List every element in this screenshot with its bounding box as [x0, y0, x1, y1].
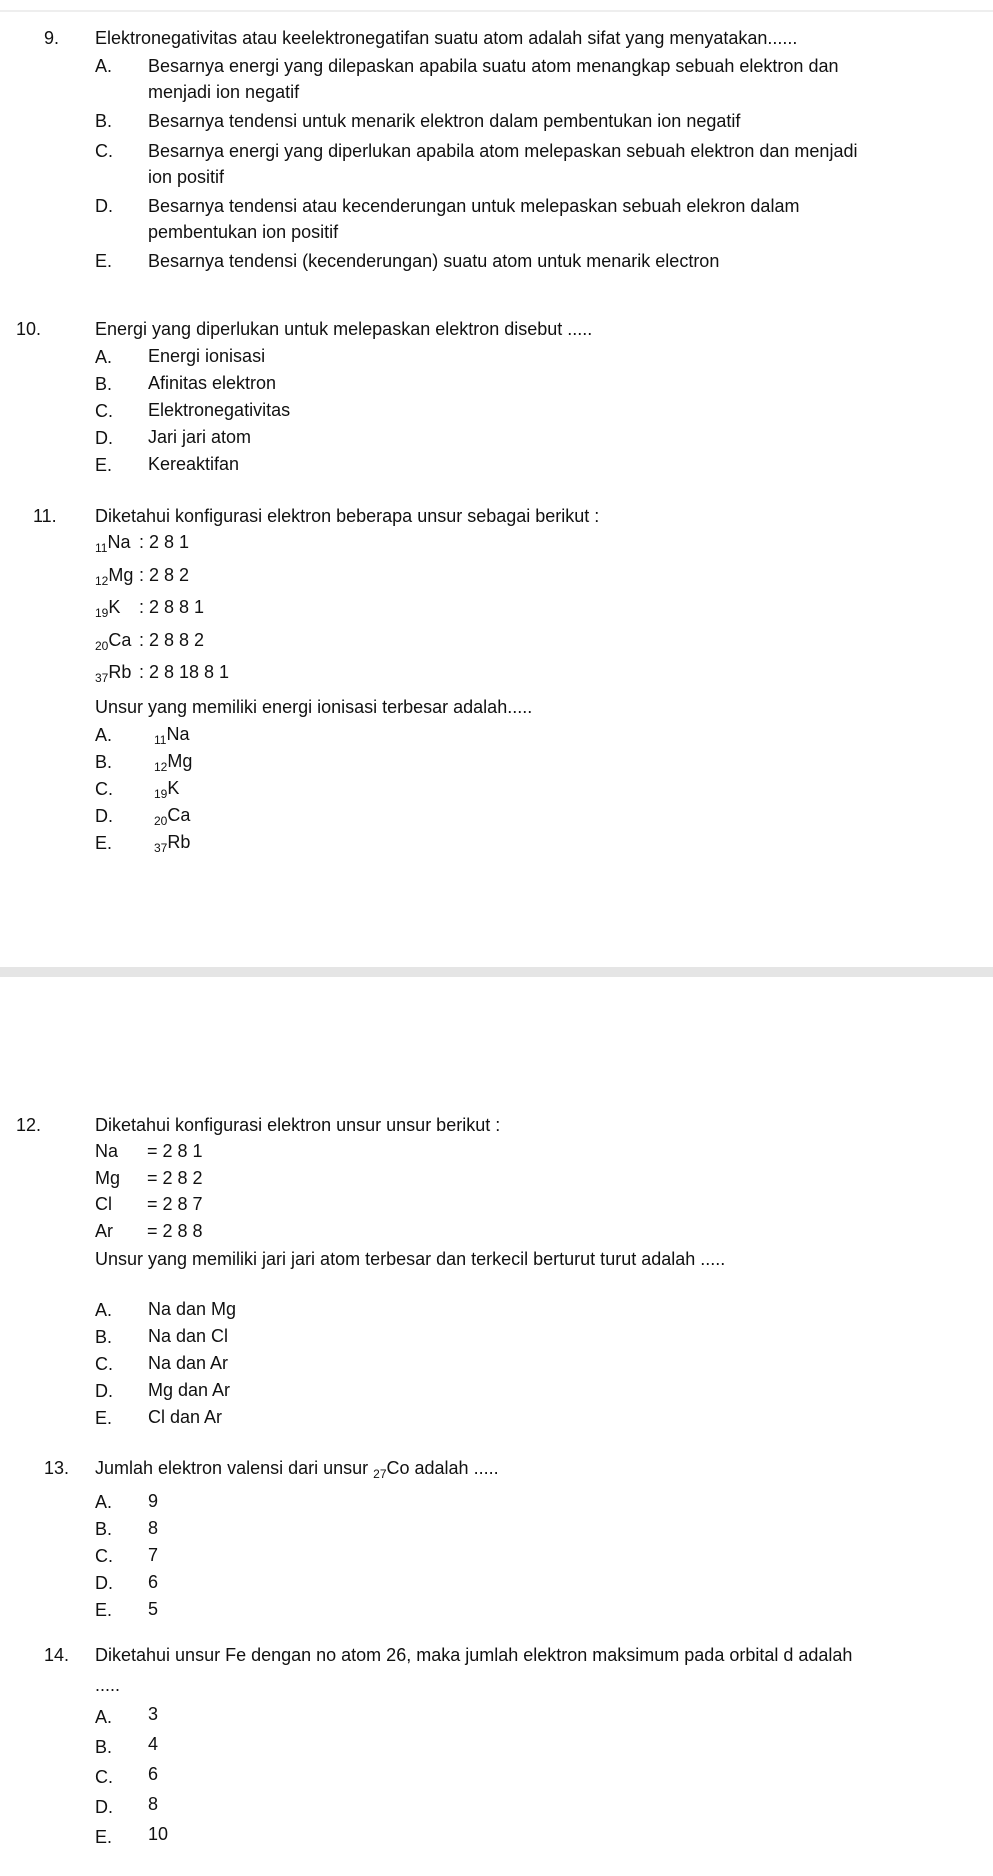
question-text: Energi yang diperlukan untuk melepaskan elektron disebut ..... [95, 319, 593, 339]
option-letter: D. [95, 1573, 113, 1593]
option-c[interactable] [95, 776, 993, 803]
atomic-number: 11 [154, 732, 167, 747]
config-value: = 2 8 8 [147, 1220, 203, 1241]
element-name: Rb [108, 662, 132, 682]
option-letter: E. [95, 455, 113, 475]
option-letter: B. [95, 111, 113, 131]
config-value: = 2 8 2 [147, 1167, 203, 1188]
element-symbol [95, 529, 139, 562]
question-10 [0, 316, 993, 479]
option-text: Na dan Cl [148, 1326, 229, 1346]
element-symbol [95, 594, 139, 627]
option-text: Elektronegativitas [148, 400, 291, 420]
option-b[interactable] [95, 108, 993, 135]
option-e[interactable] [95, 1597, 993, 1624]
option-letter: C. [95, 1546, 113, 1566]
option-text: 10 [148, 1824, 169, 1844]
element-name: K [167, 777, 180, 798]
option-e[interactable] [95, 1822, 993, 1852]
option-c[interactable] [95, 1762, 993, 1792]
question-text: Diketahui konfigurasi elektron beberapa unsur sebagai berikut : [95, 506, 600, 526]
option-text: Besarnya tendensi (kecenderungan) suatu atom untuk menarik electron [148, 251, 720, 271]
config-value: : 2 8 18 8 1 [139, 662, 230, 682]
option-letter: A. [95, 1492, 113, 1512]
option-letter: B. [95, 1519, 113, 1539]
option-letter: E. [95, 832, 113, 853]
option-a[interactable] [95, 1489, 993, 1516]
option-text: 6 [148, 1572, 159, 1592]
config-line [95, 1138, 993, 1165]
element-symbol [95, 627, 139, 660]
question-number: 9. [44, 28, 60, 48]
question-text-before: Jumlah elektron valensi dari unsur [95, 1458, 374, 1478]
element-symbol [95, 562, 139, 595]
atomic-number: 20 [154, 813, 168, 828]
question-11 [0, 503, 993, 857]
option-list [0, 1489, 993, 1624]
option-letter: B. [95, 374, 113, 394]
question-number: 12. [16, 1115, 42, 1135]
element-name: Ar [95, 1220, 113, 1241]
option-letter: D. [95, 428, 113, 448]
element-name: Na [166, 723, 190, 744]
option-list [0, 1702, 993, 1852]
option-text: Besarnya tendensi atau kecenderungan untuk melepaskan sebuah elekron dalam pembentukan ion positif [148, 196, 800, 242]
atomic-number: 37 [95, 671, 109, 685]
element-name: Mg [167, 750, 193, 771]
option-list [0, 344, 993, 479]
option-b[interactable] [95, 1732, 993, 1762]
config-value: : 2 8 8 1 [139, 597, 205, 617]
option-text: 4 [148, 1734, 159, 1754]
option-b[interactable] [95, 1516, 993, 1543]
option-text: 5 [148, 1599, 159, 1619]
element-name: Na [95, 1141, 119, 1161]
atomic-number: 12 [154, 759, 168, 774]
option-text: Besarnya energi yang diperlukan apabila atom melepaskan sebuah elektron dan menjadi ion positif [148, 141, 858, 187]
config-value: = 2 8 7 [147, 1194, 203, 1214]
option-d[interactable] [95, 1570, 993, 1597]
config-line [95, 627, 993, 660]
option-text: 3 [148, 1704, 159, 1724]
config-value: : 2 8 2 [139, 564, 190, 585]
question-13 [0, 1455, 993, 1624]
option-text: Energi ionisasi [148, 346, 266, 366]
option-letter: E. [95, 1827, 113, 1847]
option-a[interactable] [95, 1297, 993, 1324]
option-list [0, 722, 993, 857]
option-letter: B. [95, 1737, 113, 1757]
option-letter: C. [95, 1354, 113, 1374]
question-number: 10. [16, 319, 42, 339]
top-divider [0, 10, 993, 12]
option-b[interactable] [95, 371, 993, 398]
atomic-number: 11 [95, 541, 108, 555]
option-d[interactable] [95, 803, 993, 830]
option-b[interactable] [95, 749, 993, 776]
option-letter: C. [95, 141, 113, 161]
question-text-after: adalah ..... [409, 1458, 499, 1478]
option-letter: B. [95, 1327, 113, 1347]
option-d[interactable] [95, 1792, 993, 1822]
option-letter: A. [95, 724, 113, 745]
option-letter: D. [95, 1381, 113, 1401]
electron-configuration-list [95, 1138, 993, 1244]
option-c[interactable] [95, 138, 993, 190]
option-list [0, 1297, 993, 1432]
config-value: : 2 8 8 2 [139, 629, 205, 650]
option-text: Besarnya energi yang dilepaskan apabila suatu atom menangkap sebuah elektron dan menjadi ion negatif [148, 56, 839, 102]
option-b[interactable] [95, 1324, 993, 1351]
option-c[interactable] [95, 1543, 993, 1570]
option-text [154, 749, 993, 776]
element-name: Ca [167, 804, 191, 825]
option-text: 6 [148, 1764, 159, 1784]
element-name: Mg [108, 564, 134, 585]
option-text: Jari jari atom [148, 427, 252, 447]
option-letter: E. [95, 251, 113, 271]
element-name: Cl [95, 1194, 112, 1214]
element-name: Ca [108, 629, 132, 650]
option-c[interactable] [95, 398, 993, 425]
option-list [0, 53, 993, 275]
option-letter: E. [95, 1600, 113, 1620]
option-e[interactable] [95, 1405, 993, 1432]
question-number: 13. [44, 1458, 70, 1478]
option-letter: D. [95, 196, 113, 216]
atomic-number: 12 [95, 573, 109, 588]
question-number: 11. [33, 506, 57, 526]
option-c[interactable] [95, 1351, 993, 1378]
option-text [154, 776, 993, 803]
option-e[interactable] [95, 248, 993, 275]
option-text: Kereaktifan [148, 454, 240, 474]
option-a[interactable] [95, 344, 993, 371]
element-name: Co [386, 1458, 410, 1478]
question-text [95, 1455, 875, 1487]
atomic-number: 20 [95, 638, 109, 653]
option-text: 9 [148, 1491, 159, 1511]
option-a[interactable] [95, 1702, 993, 1732]
option-e[interactable] [95, 830, 993, 857]
option-letter: A. [95, 56, 113, 76]
element-name: Rb [167, 831, 191, 852]
option-text: Mg dan Ar [148, 1380, 231, 1400]
atomic-number: 19 [154, 786, 168, 801]
option-text: Cl dan Ar [148, 1407, 223, 1427]
option-letter: C. [95, 1767, 113, 1787]
question-lead: Unsur yang memiliki jari jari atom terbesar dan terkecil berturut turut adalah ..... [95, 1249, 726, 1269]
config-line [95, 562, 993, 595]
config-value: : 2 8 1 [139, 532, 190, 552]
option-letter: C. [95, 401, 113, 421]
option-text: Na dan Mg [148, 1299, 237, 1319]
config-value: = 2 8 1 [147, 1141, 203, 1161]
atomic-number: 27 [373, 1467, 387, 1481]
question-lead: Unsur yang memiliki energi ionisasi terbesar adalah..... [95, 696, 533, 717]
question-9 [0, 25, 993, 278]
question-text: Diketahui unsur Fe dengan no atom 26, maka jumlah elektron maksimum pada orbital d adalah ..... [95, 1645, 853, 1695]
option-text: 8 [148, 1794, 159, 1814]
question-text: Diketahui konfigurasi elektron unsur unsur berikut : [95, 1115, 501, 1135]
page-break [0, 967, 993, 977]
option-letter: D. [95, 805, 113, 826]
option-letter: E. [95, 1408, 113, 1428]
config-line [95, 1165, 993, 1192]
option-text: 8 [148, 1518, 159, 1538]
option-text [154, 830, 993, 857]
electron-configuration-list [95, 529, 993, 692]
question-text: Elektronegativitas atau keelektronegatifan suatu atom adalah sifat yang menyatakan...... [95, 28, 798, 48]
option-e[interactable] [95, 452, 993, 479]
element-name: Mg [95, 1167, 121, 1188]
option-letter: A. [95, 1707, 113, 1727]
atomic-number: 19 [95, 606, 109, 620]
element-symbol [95, 659, 139, 692]
option-a[interactable] [95, 53, 993, 105]
question-14 [0, 1640, 993, 1852]
option-a[interactable] [95, 722, 993, 749]
config-line [95, 1191, 993, 1218]
config-line [95, 594, 993, 627]
option-d[interactable] [95, 1378, 993, 1405]
option-letter: A. [95, 347, 113, 367]
option-letter: A. [95, 1300, 113, 1320]
option-text: 7 [148, 1545, 159, 1565]
option-text: Afinitas elektron [148, 373, 277, 393]
config-line [95, 659, 993, 692]
option-text: Na dan Ar [148, 1353, 229, 1373]
option-text [154, 803, 993, 830]
option-letter: B. [95, 751, 113, 772]
question-12 [0, 1112, 993, 1432]
option-d[interactable] [95, 193, 993, 245]
option-d[interactable] [95, 425, 993, 452]
atomic-number: 37 [154, 840, 168, 855]
option-text: Besarnya tendensi untuk menarik elektron dalam pembentukan ion negatif [148, 111, 741, 131]
option-letter: C. [95, 778, 113, 799]
element-name: K [108, 597, 121, 617]
option-letter: D. [95, 1797, 113, 1817]
config-line [95, 529, 993, 562]
config-line [95, 1218, 993, 1245]
question-number: 14. [44, 1645, 70, 1665]
element-name: Na [107, 532, 131, 552]
option-text [154, 722, 993, 749]
